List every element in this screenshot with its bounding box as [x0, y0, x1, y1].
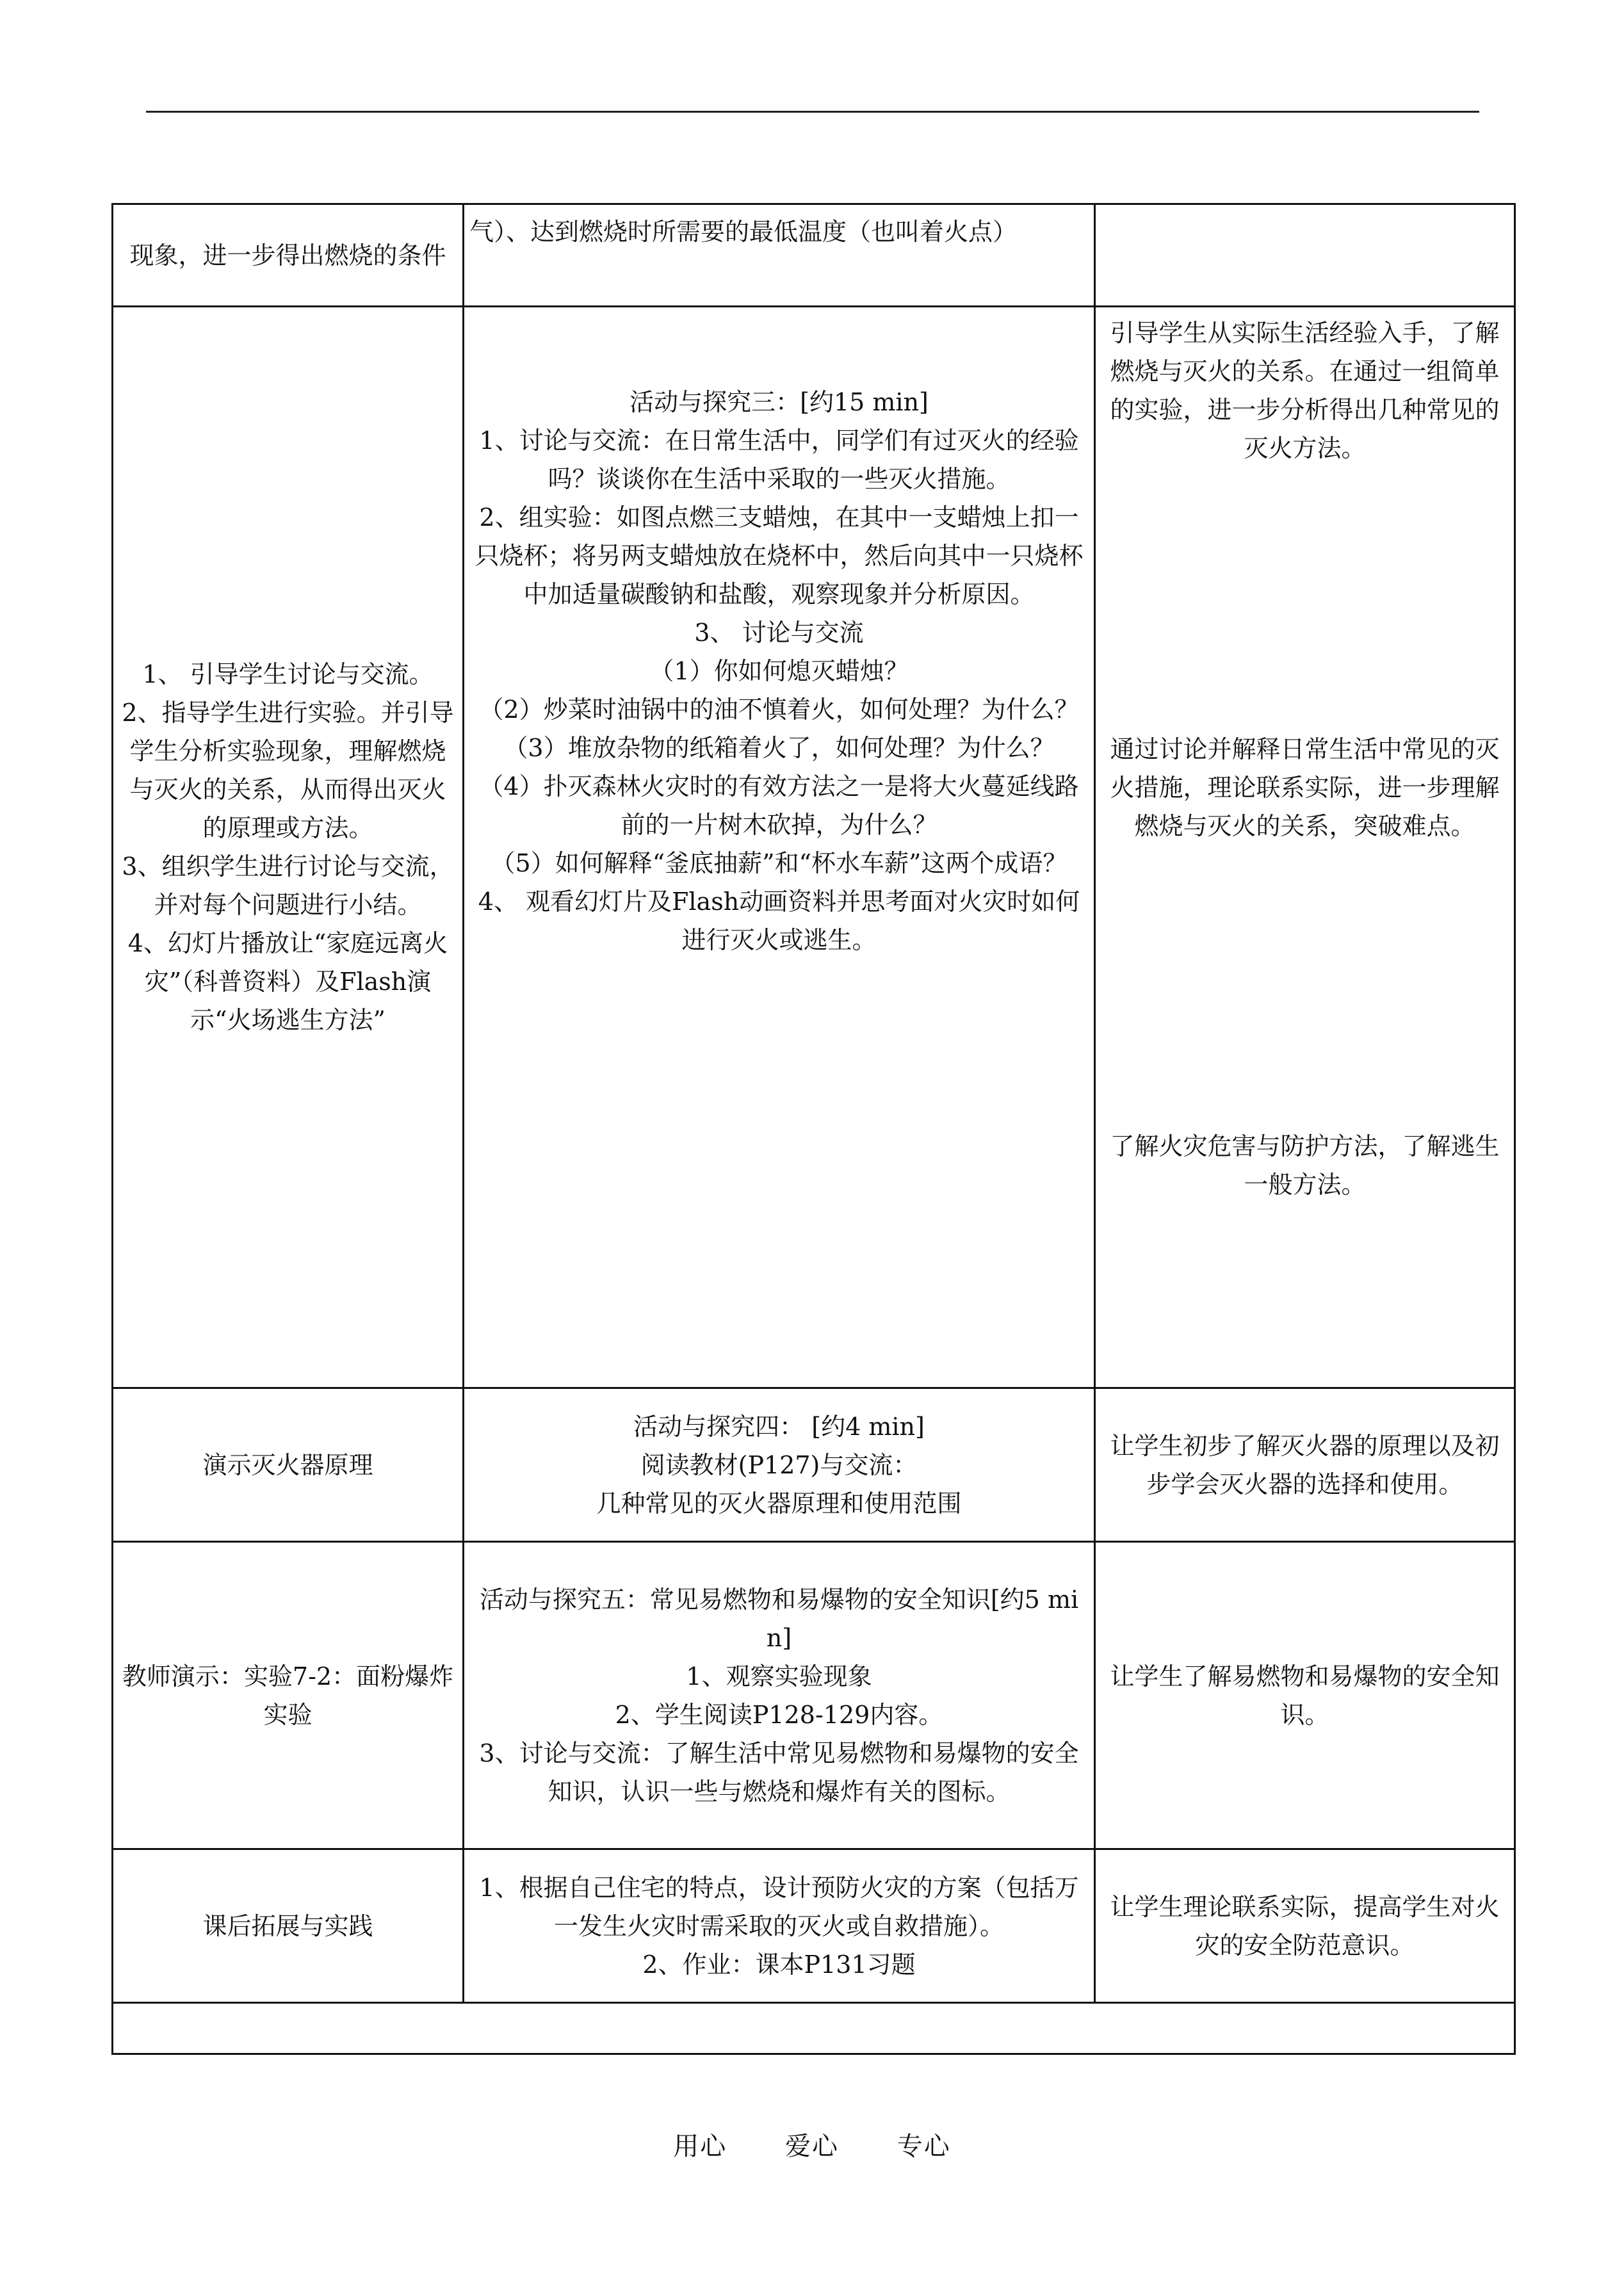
teacher-activity-cell: [113, 204, 464, 307]
cell-text: （3）堆放杂物的纸箱着火了，如何处理？为什么？: [503, 734, 1055, 762]
design-intent-cell: [1095, 204, 1515, 307]
cell-text: 3、组织学生进行讨论与交流，并对每个问题进行小结。: [122, 852, 454, 919]
cell-text: 1、讨论与交流：在日常生活中，同学们有过灭火的经验吗？谈谈你在生活中采取的一些灭火措施。: [479, 426, 1079, 493]
design-intent-cell: [1095, 307, 1515, 1388]
cell-text: 让学生了解易燃物和易爆物的安全知识。: [1110, 1662, 1500, 1729]
student-activity-cell: [464, 1849, 1095, 2003]
cell-text: 阅读教材(P127)与交流：: [640, 1450, 918, 1479]
table-row: [113, 1542, 1515, 1849]
table-row: [113, 1388, 1515, 1542]
cell-text: 课后拓展与实践: [202, 1911, 373, 1940]
footer-text: 爱心: [785, 2132, 839, 2161]
page-footer: [0, 2126, 1624, 2162]
teacher-activity-cell: [113, 1542, 464, 1849]
cell-text: 了解火灾危害与防护方法，了解逃生一般方法。: [1110, 1132, 1500, 1199]
empty-row-cell: [113, 2003, 1515, 2054]
cell-text: 让学生理论联系实际，提高学生对火灾的安全防范意识。: [1110, 1892, 1500, 1959]
header-rule: [146, 111, 1479, 113]
cell-text: 4、 观看幻灯片及Flash动画资料并思考面对火灾时如何进行灭火或逃生。: [478, 888, 1080, 954]
cell-text: （4）扑灭森林火灾时的有效方法之一是将大火蔓延线路前的一片树木砍掉，为什么？: [479, 772, 1079, 839]
teacher-activity-cell: [113, 1849, 464, 2003]
student-activity-cell: [464, 307, 1095, 1388]
cell-text: 现象，进一步得出燃烧的条件: [129, 241, 446, 270]
cell-text: 2、学生阅读P128-129内容。: [615, 1700, 943, 1729]
table-row: [113, 307, 1515, 1388]
teacher-activity-cell: [113, 1388, 464, 1542]
cell-text: 4、幻灯片播放让“家庭远离火灾”（科普资料）及Flash演示“火场逃生方法”: [127, 929, 448, 1034]
cell-text: 2、作业：课本P131习题: [642, 1950, 916, 1979]
cell-text: 几种常见的灭火器原理和使用范围: [596, 1489, 962, 1518]
cell-text: 气）、达到燃烧时所需要的最低温度（也叫着火点）: [469, 218, 1018, 246]
lesson-plan-table: [111, 203, 1516, 2055]
cell-text: （2）炒菜时油锅中的油不慎着火，如何处理？为什么？: [479, 695, 1079, 724]
student-activity-cell: [464, 1542, 1095, 1849]
teacher-activity-cell: [113, 307, 464, 1388]
design-intent-cell: [1095, 1542, 1515, 1849]
table-row: [113, 2003, 1515, 2054]
cell-text: （5）如何解释“釜底抽薪”和“杯水车薪”这两个成语？: [491, 849, 1068, 877]
cell-text: 活动与探究三：[约15 min]: [629, 388, 929, 416]
cell-text: 1、 引导学生讨论与交流。: [142, 660, 434, 688]
cell-text: 让学生初步了解灭火器的原理以及初步学会灭火器的选择和使用。: [1110, 1431, 1500, 1498]
cell-text: 活动与探究四： [约4 min]: [633, 1412, 925, 1441]
footer-text: 专心: [897, 2132, 951, 2161]
cell-text: 3、 讨论与交流: [694, 619, 864, 647]
cell-text: 2、组实验：如图点燃三支蜡烛，在其中一支蜡烛上扣一只烧杯；将另两支蜡烛放在烧杯中，然后向其中一只烧杯中加适量碳酸钠和盐酸，观察现象并分析原因。: [475, 503, 1084, 608]
cell-text: （1）你如何熄灭蜡烛？: [649, 657, 909, 685]
cell-text: 1、观察实验现象: [686, 1662, 872, 1691]
cell-text: 活动与探究五：常见易燃物和易爆物的安全知识[约5 min]: [479, 1585, 1079, 1652]
cell-text: 引导学生从实际生活经验入手，了解燃烧与灭火的关系。在通过一组简单的实验，进一步分析得出几种常见的灭火方法。: [1110, 319, 1500, 462]
design-intent-cell: [1095, 1849, 1515, 2003]
cell-text: 通过讨论并解释日常生活中常见的灭火措施，理论联系实际，进一步理解燃烧与灭火的关系，突破难点。: [1110, 735, 1500, 840]
table-row: [113, 1849, 1515, 2003]
cell-text: 2、指导学生进行实验。并引导学生分析实验现象，理解燃烧与灭火的关系，从而得出灭火的原理或方法。: [122, 699, 454, 842]
cell-text: 演示灭火器原理: [202, 1450, 373, 1479]
cell-text: 1、根据自己住宅的特点，设计预防火灾的方案（包括万一发生火灾时需采取的灭火或自救措施）。: [479, 1873, 1079, 1940]
design-intent-cell: [1095, 1388, 1515, 1542]
student-activity-cell: [464, 204, 1095, 307]
cell-text: 教师演示：实验7-2：面粉爆炸实验: [122, 1662, 454, 1729]
footer-text: 用心: [673, 2132, 727, 2161]
table-row: [113, 204, 1515, 307]
cell-text: 3、讨论与交流：了解生活中常见易燃物和易爆物的安全知识，认识一些与燃烧和爆炸有关的图标。: [479, 1739, 1079, 1806]
student-activity-cell: [464, 1388, 1095, 1542]
